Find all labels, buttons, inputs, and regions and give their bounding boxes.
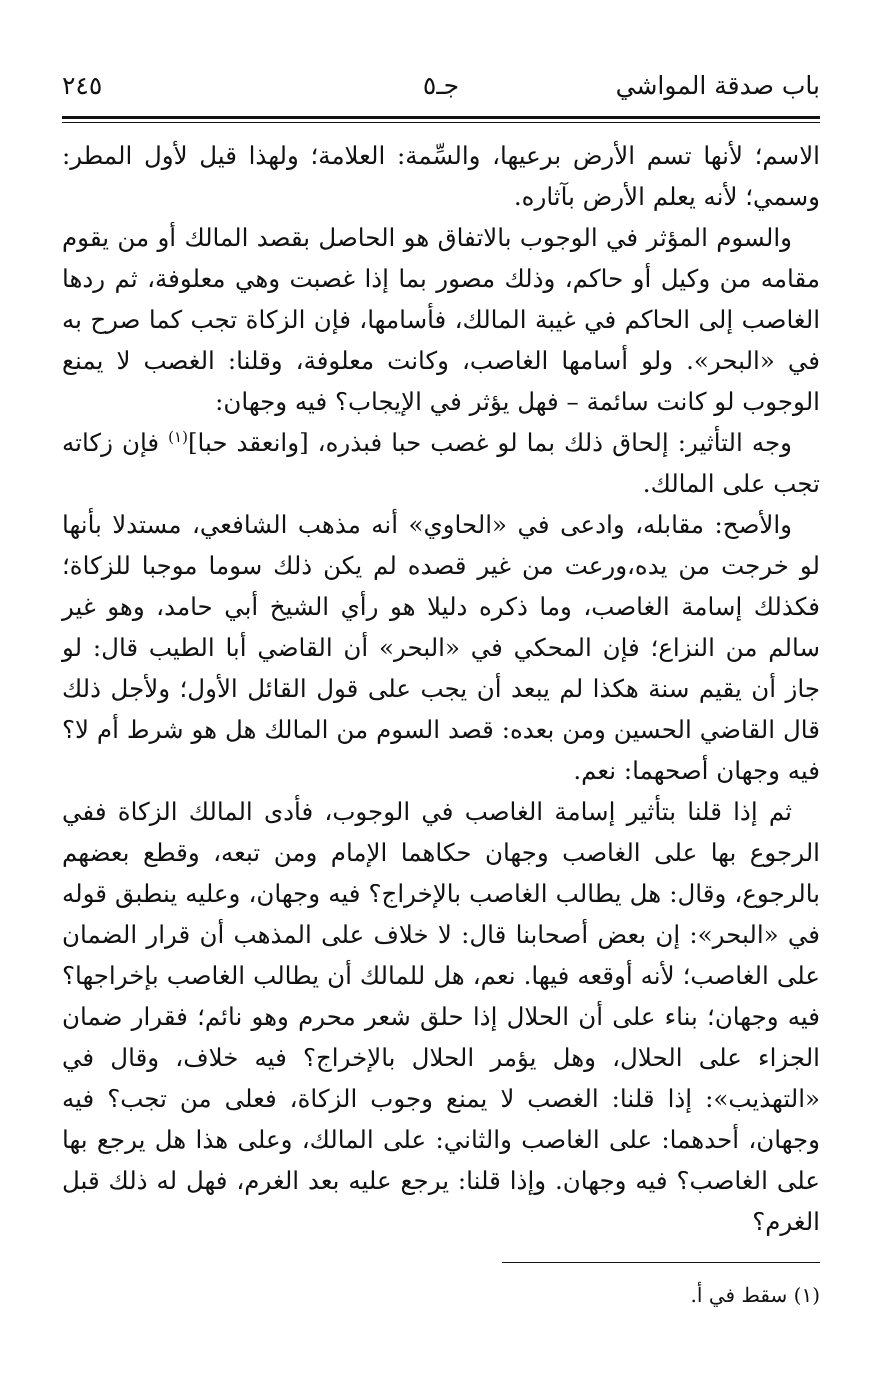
paragraph-3-text-start: وجه التأثير: إلحاق ذلك بما لو غصب حبا فبذره، [وانعقد حبا]: [187, 428, 792, 457]
footnote-separator: [502, 1262, 820, 1263]
main-text: [62, 135, 820, 1242]
paragraph-1: الاسم؛ لأنها تسم الأرض برعيها، والسِّمة: العلامة؛ ولهذا قيل لأول المطر: وسمي؛ لأنه يعلم الأرض بآثاره.: [62, 141, 820, 211]
chapter-title: باب صدقة المواشي: [615, 71, 820, 100]
paragraph-4: والأصح: مقابله، وادعى في «الحاوي» أنه مذهب الشافعي، مستدلا بأنها لو خرجت من يده،ورعت من غير قصده لم يكن ذلك سوما موجبا للزكاة؛ فكذلك إسامة الغاصب، وما ذكره دليلا هو رأي الشيخ أبي حامد، وهو غير سالم من النزاع؛ فإن المحكي في «البحر» أن القاضي أبا الطيب قال: لو جاز أن يقيم سنة هكذا لم يبعد أن يجب على قول القائل الأول؛ ولأجل ذلك قال القاضي الحسين ومن بعده: قصد السوم من المالك هل هو شرط أم لا؟ فيه وجهان أصحهما: نعم.: [62, 510, 820, 785]
paragraph-2: والسوم المؤثر في الوجوب بالاتفاق هو الحاصل بقصد المالك أو من يقوم مقامه من وكيل أو حاكم، وذلك مصور بما إذا غصبت وهي معلوفة، ثم ردها الغاصب إلى الحاكم في غيبة المالك، فأسامها، فإن الزكاة تجب كما صرح به في «البحر». ولو أسامها الغاصب، وكانت معلوفة، وقلنا: الغصب لا يمنع الوجوب لو كانت سائمة – فهل يؤثر في الإيجاب؟ فيه وجهان:: [62, 223, 820, 416]
header-rule-thin: [62, 122, 820, 123]
header-rule-thick: [62, 116, 820, 119]
paragraph-3: [62, 422, 820, 504]
running-header: [62, 60, 820, 112]
paragraph-5: ثم إذا قلنا بتأثير إسامة الغاصب في الوجوب، فأدى المالك الزكاة ففي الرجوع بها على الغاصب وجهان حكاهما الإمام ومن تبعه، وقطع بعضهم بالرجوع، وقال: هل يطالب الغاصب بالإخراج؟ فيه وجهان، وعليه ينطبق قوله في «البحر»: إن بعض أصحابنا قال: لا خلاف على المذهب أن قرار الضمان على الغاصب؛ لأنه أوقعه فيها. نعم، هل للمالك أن يطالب الغاصب بإخراجها؟ فيه وجهان؛ بناء على أن الحلال إذا حلق شعر محرم وهو نائم؛ فقرار ضمان الجزاء على الحلال، وهل يؤمر الحلال بالإخراج؟ فيه خلاف، وقال في «التهذيب»: إذا قلنا: الغصب لا يمنع وجوب الزكاة، فعلى من تجب؟ فيه وجهان، أحدهما: على الغاصب والثاني: على المالك، وعلى هذا هل يرجع بها على الغاصب؟ فيه وجهان. وإذا قلنا: يرجع عليه بعد الغرم، فهل له ذلك قبل الغرم؟: [62, 797, 820, 1236]
paragraph-3-text-end: فإن زكاته تجب على المالك.: [62, 428, 820, 498]
volume-label: جـ٥: [422, 71, 460, 100]
page-number: ٢٤٥: [62, 71, 103, 100]
book-page: [62, 60, 820, 1307]
footnote-reference: (١): [168, 427, 188, 446]
footnote: (١) سقط في أ.: [690, 1283, 820, 1307]
